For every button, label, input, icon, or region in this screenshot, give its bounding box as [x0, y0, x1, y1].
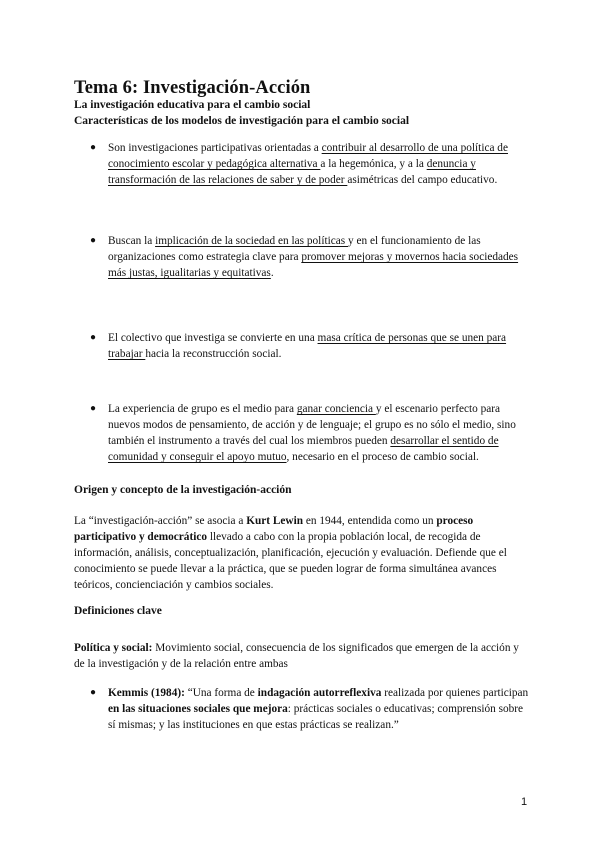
bullet-text: La experiencia de grupo es el medio para ganar conciencia y el escenario perfecto para nuevos modos de pensamiento, de acción y de lenguaje; el grupo es no sólo el medio, sino también el instrumento a través del cual los miembros pueden desarrollar el sentido de comunidad y conseguir el apoyo mutuo, necesario en el proceso de cambio social. — [108, 403, 516, 463]
bullet-item-1 — [90, 140, 530, 190]
bullet-dot-icon: ● — [90, 332, 97, 343]
bullet-text: Son investigaciones participativas orientadas a contribuir al desarrollo de una política de conocimiento escolar y pedagógica alternativa a la hegemónica, y a la denuncia y transformación de las relaciones de saber y de poder asimétricas del campo educativo. — [108, 142, 508, 186]
heading-definiciones: Definiciones clave — [74, 605, 162, 617]
bullet-text: Buscan la implicación de la sociedad en las políticas y en el funcionamiento de las organizaciones como estrategia clave para promover mejoras y movernos hacia sociedades más justas, igualitarias y equitativas. — [108, 235, 519, 279]
kemmis-bullet — [90, 685, 530, 735]
subtitle-investigacion-educativa: La investigación educativa para el cambio social — [74, 99, 311, 111]
bullet-text: Kemmis (1984): “Una forma de indagación autorreflexiva realizada por quienes participan en las situaciones sociales que mejora: prácticas sociales o educativas; comprensión sobre sí mismas; y las instituciones en que estas prácticas se realizan.” — [108, 687, 529, 731]
origen-paragraph: La “investigación-acción” se asocia a Kurt Lewin en 1944, entendida como un proceso participativo y democrático llevado a cabo con la propia población local, de recogida de información, análisis, conceptualización, planificación, ejecución y evaluación. Defiende que el conocimiento se puede llevar a la práctica, que se pueden lograr de forma simultánea avances teóricos, concienciación y cambios sociales. — [74, 515, 507, 591]
bullet-item-2 — [90, 233, 530, 283]
bullet-text: El colectivo que investiga se convierte en una masa crítica de personas que se unen para trabajar hacia la reconstrucción social. — [108, 332, 507, 360]
bullet-item-4 — [90, 401, 530, 481]
bullet-dot-icon: ● — [90, 687, 97, 698]
bullet-dot-icon: ● — [90, 142, 97, 153]
heading-origen: Origen y concepto de la investigación-acción — [74, 484, 292, 496]
politica-paragraph: Política y social: Movimiento social, consecuencia de los significados que emergen de la acción y de la investigación y de la relación entre ambas — [74, 642, 519, 670]
page-number: 1 — [521, 796, 528, 808]
page-title: Tema 6: Investigación-Acción — [74, 78, 311, 98]
bullet-item-3 — [90, 330, 530, 364]
bullet-dot-icon: ● — [90, 235, 97, 246]
bullet-dot-icon: ● — [90, 403, 97, 414]
subtitle-caracteristicas: Características de los modelos de investigación para el cambio social — [74, 115, 410, 127]
